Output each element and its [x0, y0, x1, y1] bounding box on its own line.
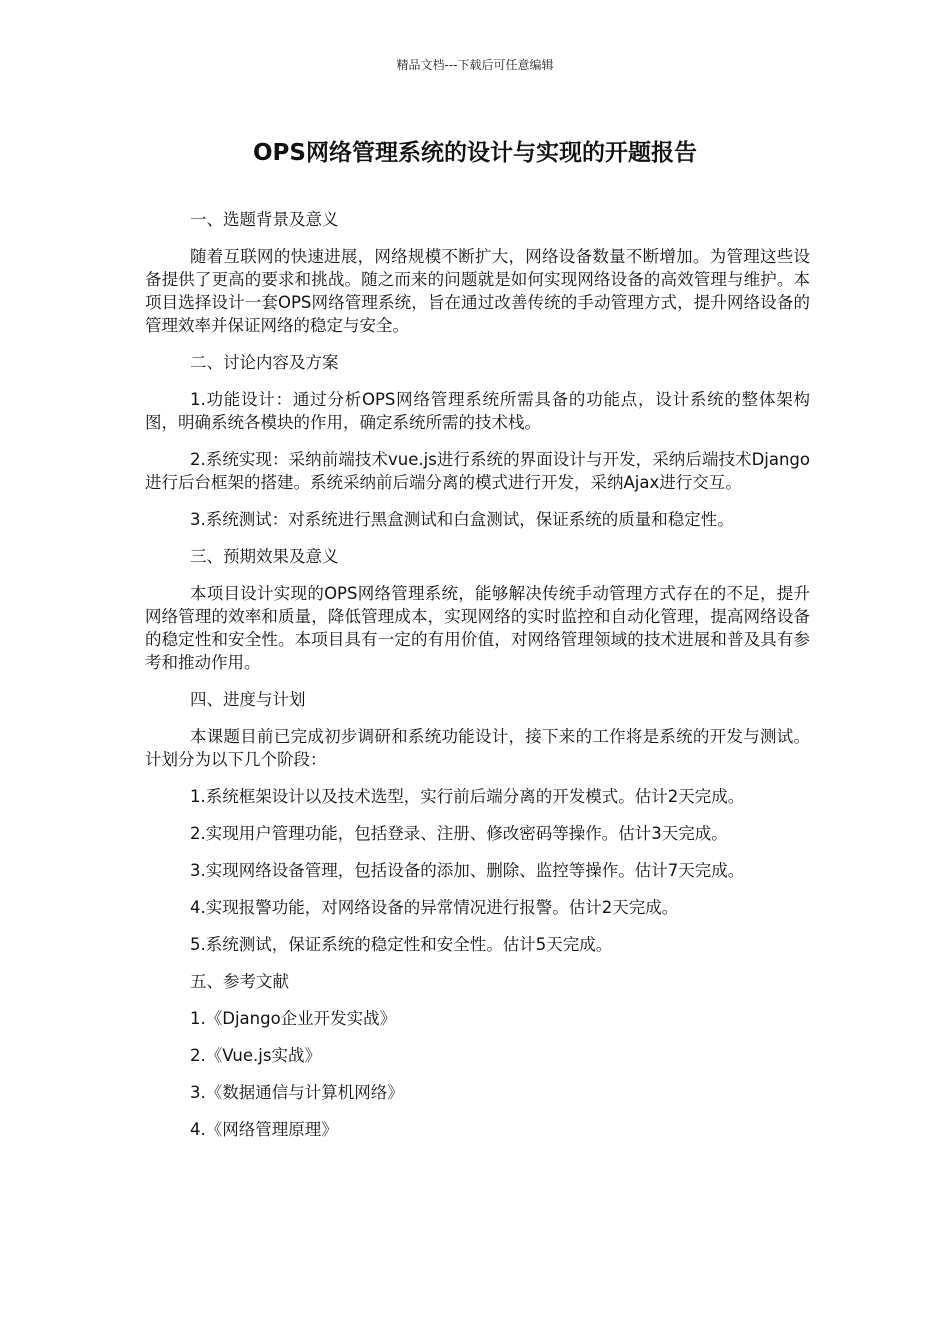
- reference-item: 1.《Django企业开发实战》: [190, 1009, 397, 1028]
- section-heading-content: 二、讨论内容及方案: [190, 353, 339, 372]
- reference-item: 4.《网络管理原理》: [190, 1120, 338, 1139]
- plan-paragraph: 本课题目前已完成初步调研和系统功能设计，接下来的工作将是系统的开发与测试。计划分为以下几个阶段：: [145, 727, 810, 769]
- plan-item: 5.系统测试，保证系统的稳定性和安全性。估计5天完成。: [190, 935, 613, 954]
- plan-item: 4.实现报警功能，对网络设备的异常情况进行报警。估计2天完成。: [190, 898, 679, 917]
- reference-item: 2.《Vue.js实战》: [190, 1046, 321, 1065]
- background-paragraph: 随着互联网的快速进展，网络规模不断扩大，网络设备数量不断增加。为管理这些设备提供了更高的要求和挑战。随之而来的问题就是如何实现网络设备的高效管理与维护。本项目选择设计一套OPS网络管理系统，旨在通过改善传统的手动管理方式，提升网络设备的管理效率并保证网络的稳定与安全。: [145, 247, 810, 335]
- content-item: 3.系统测试：对系统进行黑盒测试和白盒测试，保证系统的质量和稳定性。: [190, 510, 734, 529]
- effects-paragraph: 本项目设计实现的OPS网络管理系统，能够解决传统手动管理方式存在的不足，提升网络管理的效率和质量，降低管理成本，实现网络的实时监控和自动化管理，提高网络设备的稳定性和安全性。本项目具有一定的有用价值，对网络管理领域的技术进展和普及具有参考和推动作用。: [145, 584, 810, 672]
- section-heading-plan: 四、进度与计划: [190, 690, 306, 709]
- section-heading-references: 五、参考文献: [190, 972, 289, 991]
- plan-item: 3.实现网络设备管理，包括设备的添加、删除、监控等操作。估计7天完成。: [190, 861, 745, 880]
- content-item: 1.功能设计：通过分析OPS网络管理系统所需具备的功能点，设计系统的整体架构图，明确系统各模块的作用，确定系统所需的技术栈。: [145, 390, 810, 432]
- reference-item: 3.《数据通信与计算机网络》: [190, 1083, 404, 1102]
- section-heading-background: 一、选题背景及意义: [190, 210, 339, 229]
- document-title: OPS网络管理系统的设计与实现的开题报告: [253, 140, 697, 166]
- document-body: [145, 208, 810, 1155]
- page-header: 精品文档---下载后可任意编辑: [396, 58, 554, 72]
- content-item: 2.系统实现：采纳前端技术vue.js进行系统的界面设计与开发，采纳后端技术Django进行后台框架的搭建。系统采纳前后端分离的模式进行开发，采纳Ajax进行交互。: [145, 450, 810, 492]
- plan-item: 1.系统框架设计以及技术选型，实行前后端分离的开发模式。估计2天完成。: [190, 787, 745, 806]
- plan-item: 2.实现用户管理功能，包括登录、注册、修改密码等操作。估计3天完成。: [190, 824, 728, 843]
- section-heading-effects: 三、预期效果及意义: [190, 547, 339, 566]
